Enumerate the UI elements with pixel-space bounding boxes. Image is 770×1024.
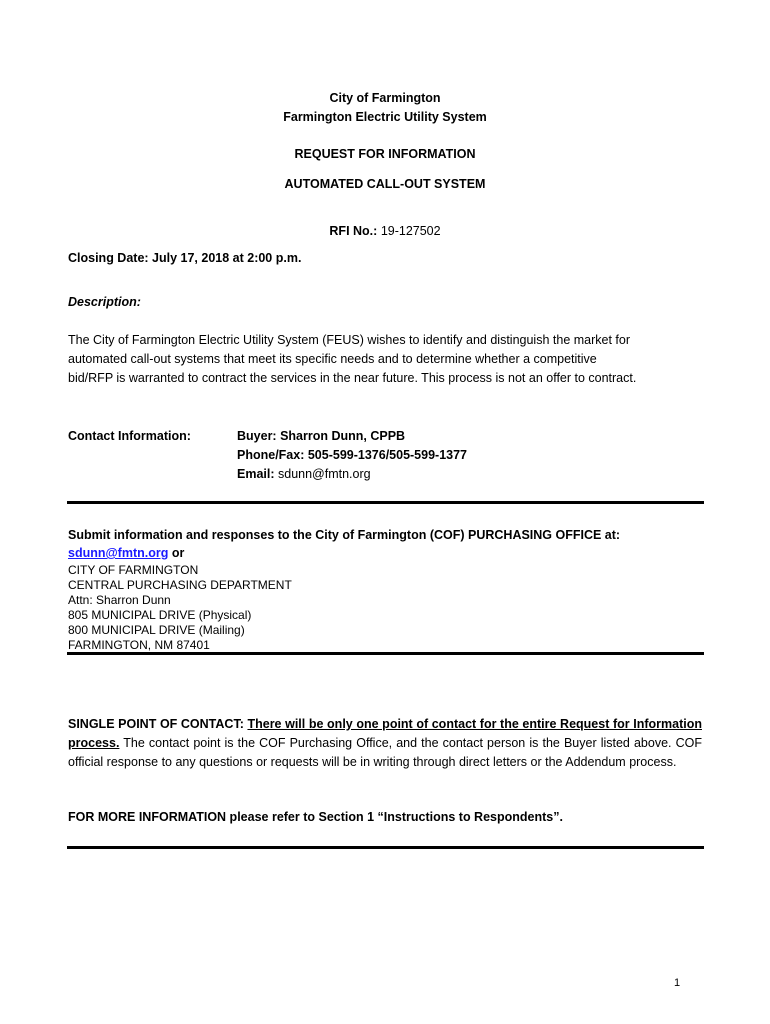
description-line-3: bid/RFP is warranted to contract the services in the near future. This process is not an offer to contract. xyxy=(68,371,637,385)
address-line: 805 MUNICIPAL DRIVE (Physical) xyxy=(68,608,252,622)
description-line-1: The City of Farmington Electric Utility System (FEUS) wishes to identify and distinguish the market for xyxy=(68,333,630,347)
description-heading: Description: xyxy=(68,295,141,309)
more-information: FOR MORE INFORMATION please refer to Section 1 “Instructions to Respondents”. xyxy=(68,810,563,824)
page-number: 1 xyxy=(674,977,681,989)
description-line-2: automated call-out systems that meet its specific needs and to determine whether a competitive xyxy=(68,352,597,366)
submit-email-link[interactable]: sdunn@fmtn.org xyxy=(68,546,169,560)
rfi-number: 19-127502 xyxy=(380,224,441,238)
submit-or: or xyxy=(168,546,185,560)
spoc-underlined: There will be only one point of contact for the entire Request for Information process. xyxy=(68,717,702,750)
address-line: Attn: Sharron Dunn xyxy=(68,593,171,607)
single-point-of-contact xyxy=(68,715,702,772)
submit-heading: Submit information and responses to the City of Farmington (COF) PURCHASING OFFICE at: xyxy=(68,528,621,542)
divider-bottom xyxy=(67,846,704,849)
rfi-label: RFI No.: xyxy=(329,224,378,238)
address-block xyxy=(68,563,292,653)
spoc-label: SINGLE POINT OF CONTACT: xyxy=(68,717,244,731)
submit-email-line xyxy=(68,546,184,560)
divider-top xyxy=(67,501,704,504)
divider-middle xyxy=(67,652,704,655)
contact-email-line xyxy=(237,467,371,481)
contact-phone: Phone/Fax: 505-599-1376/505-599-1377 xyxy=(237,448,468,462)
address-line: CITY OF FARMINGTON xyxy=(68,563,199,577)
system-title: Farmington Electric Utility System xyxy=(283,110,487,124)
closing-date: Closing Date: July 17, 2018 at 2:00 p.m. xyxy=(68,251,302,265)
contact-email-label: Email: xyxy=(237,467,275,481)
spoc-rest: The contact point is the COF Purchasing Office, and the contact person is the Buyer listed above. COF official response to any questions or requests will be in writing through direct letters or the Addendum process. xyxy=(68,736,702,769)
address-line: 800 MUNICIPAL DRIVE (Mailing) xyxy=(68,623,245,637)
address-line: FARMINGTON, NM 87401 xyxy=(68,638,210,652)
contact-label: Contact Information: xyxy=(68,429,191,443)
contact-email-value: sdunn@fmtn.org xyxy=(278,467,371,481)
doc-subject-title: AUTOMATED CALL-OUT SYSTEM xyxy=(284,177,486,191)
contact-buyer: Buyer: Sharron Dunn, CPPB xyxy=(237,429,406,443)
city-title: City of Farmington xyxy=(329,91,441,105)
address-line: CENTRAL PURCHASING DEPARTMENT xyxy=(68,578,292,592)
doc-type-title: REQUEST FOR INFORMATION xyxy=(294,147,476,161)
rfi-number-line xyxy=(0,224,770,238)
